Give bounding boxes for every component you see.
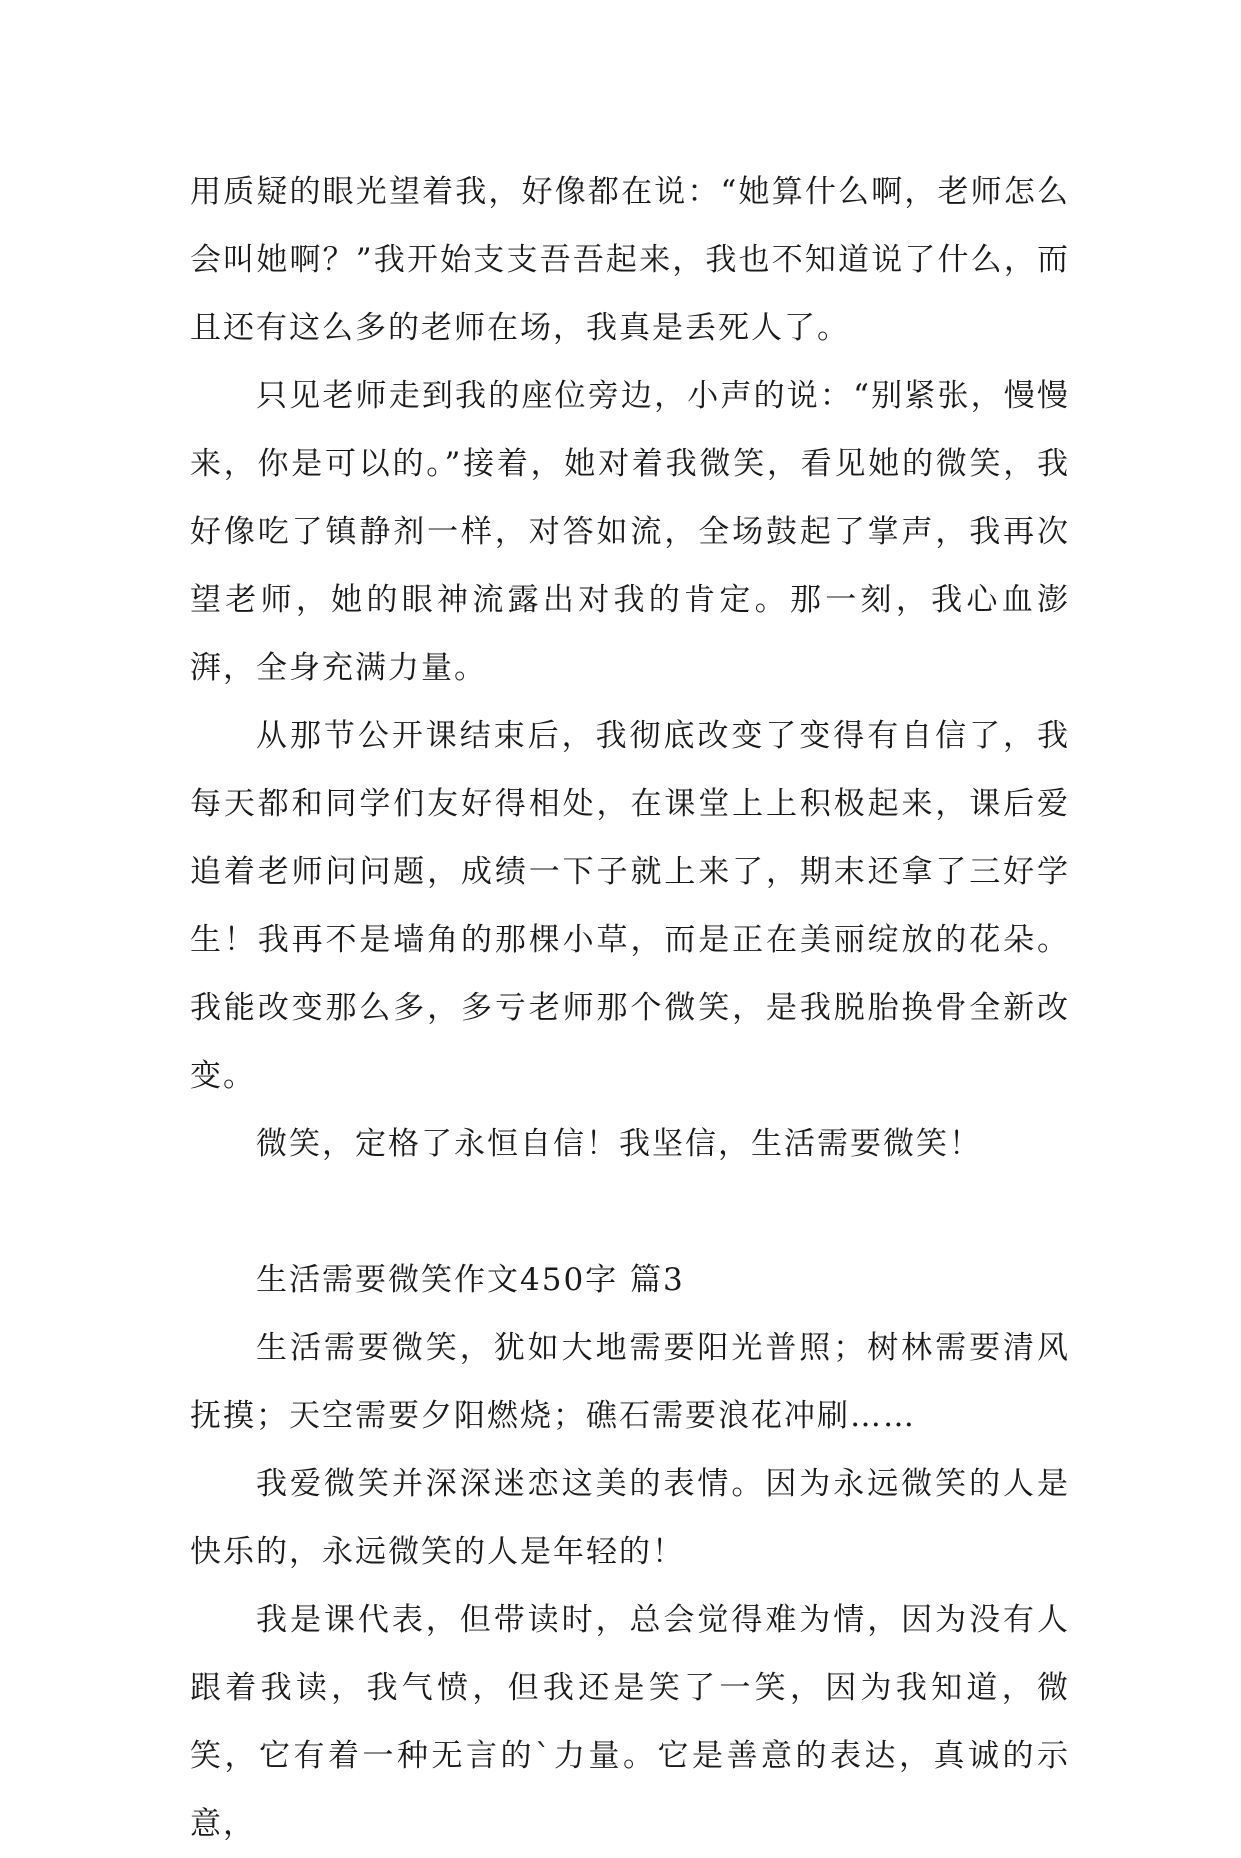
paragraph: 我爱微笑并深深迷恋这美的表情。因为永远微笑的人是快乐的，永远微笑的人是年轻的！ <box>190 1466 1070 1570</box>
section-heading: 生活需要微笑作文450字 篇3 <box>256 1262 685 1298</box>
document-body <box>190 158 1070 1858</box>
paragraph: 我是课代表，但带读时，总会觉得难为情，因为没有人跟着我读，我气愤，但我还是笑了一笑，因为我知道，微笑，它有着一种无言的`力量。它是善意的表达，真诚的示意， <box>190 1602 1070 1842</box>
paragraph: 从那节公开课结束后，我彻底改变了变得有自信了，我每天都和同学们友好得相处，在课堂上上积极起来，课后爱追着老师问问题，成绩一下子就上来了，期末还拿了三好学生！我再不是墙角的那棵小草，而是正在美丽绽放的花朵。我能改变那么多，多亏老师那个微笑，是我脱胎换骨全新改变。 <box>190 718 1070 1094</box>
paragraph: 微笑，定格了永恒自信！我坚信，生活需要微笑！ <box>256 1126 982 1162</box>
paragraph: 用质疑的眼光望着我，好像都在说：“她算什么啊，老师怎么会叫她啊？”我开始支支吾吾起来，我也不知道说了什么，而且还有这么多的老师在场，我真是丢死人了。 <box>190 174 1070 346</box>
paragraph: 只见老师走到我的座位旁边，小声的说：“别紧张，慢慢来，你是可以的。”接着，她对着我微笑，看见她的微笑，我好像吃了镇静剂一样，对答如流，全场鼓起了掌声，我再次望老师，她的眼神流露出对我的肯定。那一刻，我心血澎湃，全身充满力量。 <box>190 378 1070 686</box>
section-spacer <box>190 1178 1070 1246</box>
paragraph: 生活需要微笑，犹如大地需要阳光普照；树林需要清风抚摸；天空需要夕阳燃烧；礁石需要浪花冲刷…… <box>190 1330 1070 1434</box>
